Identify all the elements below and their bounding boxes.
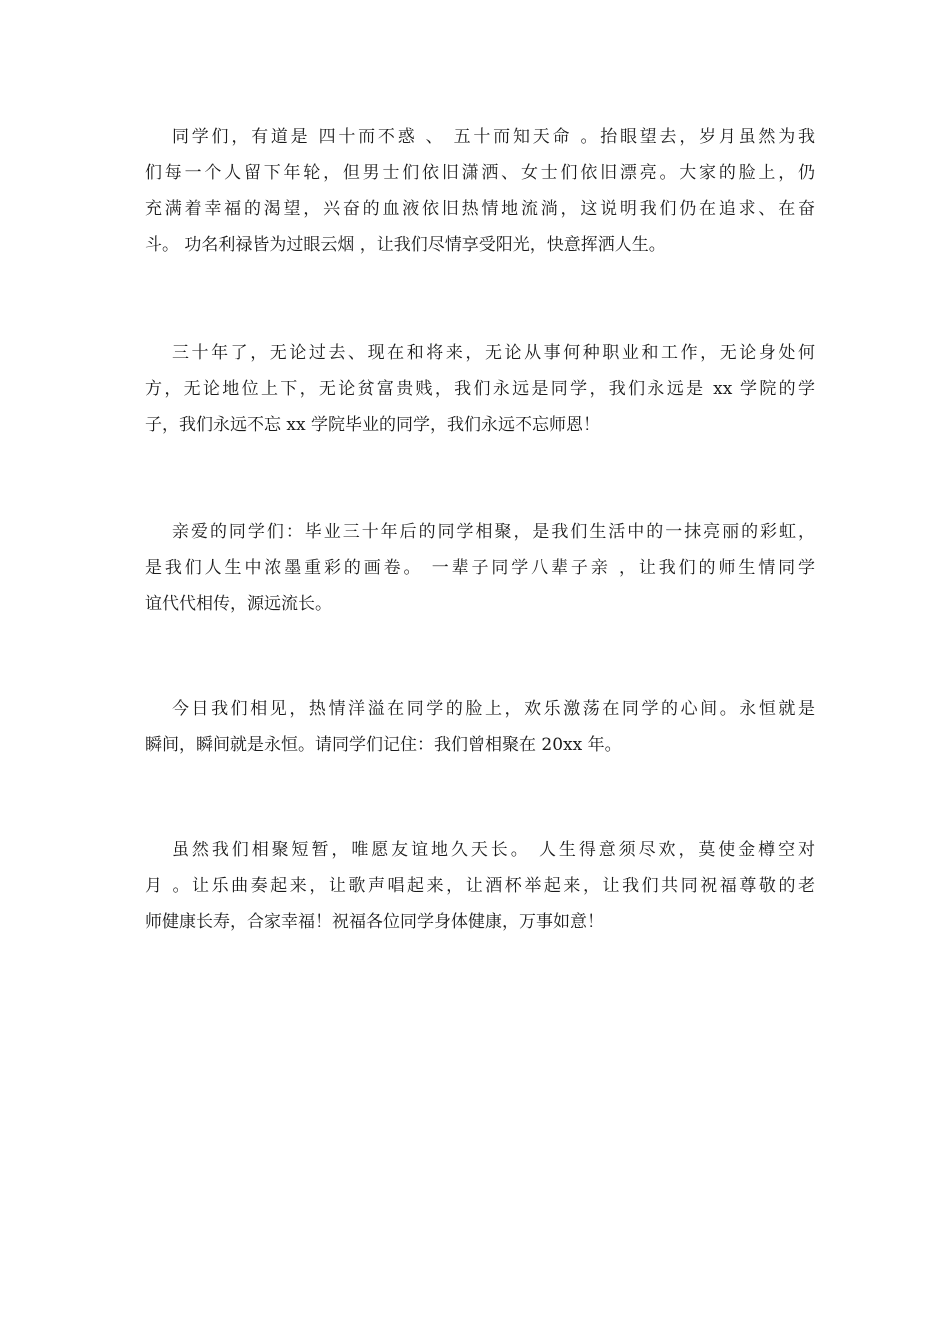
paragraph-3 bbox=[145, 520, 815, 628]
paragraph-line: 亲爱的同学们：毕业三十年后的同学相聚，是我们生活中的一抹亮丽的彩虹， bbox=[172, 522, 815, 542]
paragraph-4 bbox=[145, 697, 815, 769]
paragraph-line: 三十年了，无论过去、现在和将来，无论从事何种职业和工作，无论身处何 bbox=[172, 343, 815, 363]
paragraph-2 bbox=[145, 341, 815, 449]
paragraph-line: 虽然我们相聚短暂，唯愿友谊地久天长。 人生得意须尽欢，莫使金樽空对 bbox=[172, 840, 815, 860]
paragraph-line: 是我们人生中浓墨重彩的画卷。 一辈子同学八辈子亲 ，让我们的师生情同学 bbox=[145, 558, 815, 578]
paragraph-5 bbox=[145, 838, 815, 946]
paragraph-line: 们每一个人留下年轮，但男士们依旧潇洒、女士们依旧漂亮。大家的脸上，仍 bbox=[145, 163, 815, 183]
paragraph-line: 瞬间，瞬间就是永恒。请同学们记住：我们曾相聚在 20xx 年。 bbox=[145, 735, 622, 755]
paragraph-line: 月 。让乐曲奏起来，让歌声唱起来，让酒杯举起来，让我们共同祝福尊敬的老 bbox=[145, 876, 815, 896]
paragraph-line: 师健康长寿，合家幸福！祝福各位同学身体健康，万事如意！ bbox=[145, 912, 604, 932]
paragraph-1 bbox=[145, 125, 815, 269]
paragraph-line: 充满着幸福的渴望，兴奋的血液依旧热情地流淌，这说明我们仍在追求、在奋 bbox=[145, 199, 815, 219]
paragraph-line: 同学们，有道是 四十而不惑 、 五十而知天命 。抬眼望去，岁月虽然为我 bbox=[172, 127, 815, 147]
paragraph-line: 今日我们相见，热情洋溢在同学的脸上，欢乐激荡在同学的心间。永恒就是 bbox=[172, 699, 815, 719]
paragraph-line: 斗。 功名利禄皆为过眼云烟 ，让我们尽情享受阳光，快意挥洒人生。 bbox=[145, 235, 666, 255]
paragraph-line: 谊代代相传，源远流长。 bbox=[145, 594, 332, 614]
paragraph-line: 子，我们永远不忘 xx 学院毕业的同学，我们永远不忘师恩！ bbox=[145, 415, 600, 435]
paragraph-line: 方，无论地位上下，无论贫富贵贱，我们永远是同学，我们永远是 xx 学院的学 bbox=[145, 379, 815, 399]
